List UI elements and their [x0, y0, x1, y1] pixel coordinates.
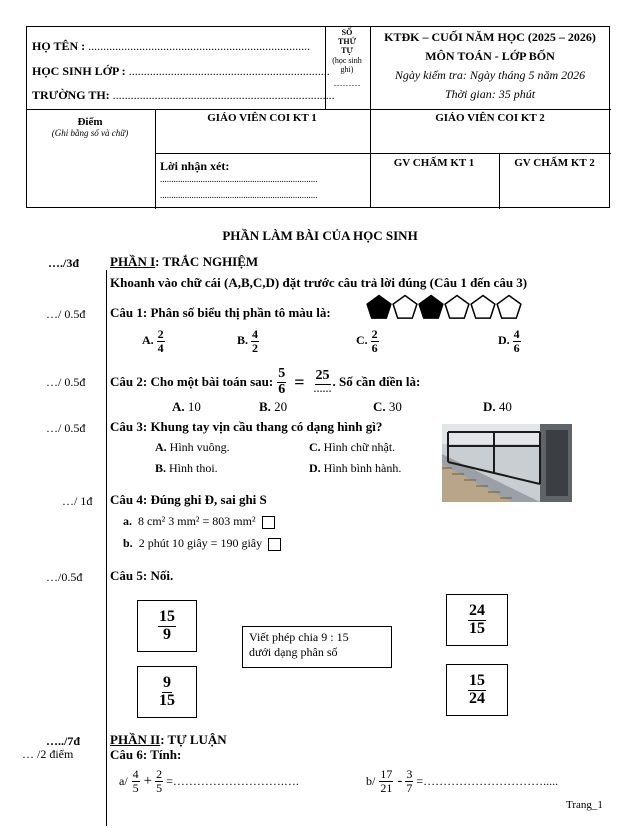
- page-number: Trang_1: [566, 799, 603, 811]
- comment-label: Lời nhận xét:: [160, 159, 230, 173]
- q2-option-a[interactable]: A. 10: [172, 399, 201, 414]
- pentagon-empty: [445, 296, 469, 319]
- q4-score: …/ 1đ: [62, 494, 93, 508]
- pentagon-filled: [419, 296, 443, 319]
- q3-score: …/ 0.5đ: [46, 421, 86, 435]
- pentagon-filled: [367, 296, 391, 319]
- q2-option-d[interactable]: D. 40: [483, 399, 512, 414]
- proctor-2-label: GIÁO VIÊN COI KT 2: [435, 112, 545, 124]
- grader-1-label: GV CHẤM KT 1: [393, 157, 475, 169]
- part2-sub-score: … /2 điểm: [22, 747, 74, 761]
- q4-answer-box-b[interactable]: [268, 538, 281, 551]
- margin-line: [106, 270, 107, 826]
- pentagon-empty: [497, 296, 521, 319]
- q4-item-b: b. 2 phút 10 giây = 190 giây: [123, 536, 281, 551]
- staircase-railing-image: [442, 424, 572, 502]
- q2-score: …/ 0.5đ: [46, 375, 86, 389]
- q4-answer-box-a[interactable]: [262, 516, 275, 529]
- q4-text: Câu 4: Đúng ghi Đ, sai ghi S: [110, 492, 267, 507]
- part1-title: PHẦN I: TRẮC NGHIỆM: [110, 254, 259, 269]
- q6-text: Câu 6: Tính:: [110, 747, 182, 762]
- q2-option-c[interactable]: C. 30: [373, 399, 402, 414]
- pentagons-figure: [366, 293, 522, 321]
- q1-text: Câu 1: Phân số biểu thị phần tô màu là:: [110, 305, 331, 320]
- q5-box-9-15[interactable]: $\frac{9}{15}$: [137, 666, 197, 718]
- section-title: PHẦN LÀM BÀI CỦA HỌC SINH: [222, 228, 418, 243]
- q6-part-b[interactable]: b/ $\frac{17}{21}$ - $\frac{3}{7}$ =………………………….....: [366, 766, 559, 795]
- q5-box-24-15[interactable]: $\frac{24}{15}$: [446, 594, 508, 646]
- part2-score: …../7đ: [46, 734, 81, 748]
- q1-option-c[interactable]: C. $\frac{2}{6}$: [356, 327, 378, 355]
- q3-option-c[interactable]: C. Hình chữ nhật.: [309, 440, 396, 454]
- part2-title: PHẦN II: TỰ LUẬN: [110, 732, 227, 747]
- name-field[interactable]: HỌ TÊN : ..........................................................................: [32, 39, 311, 53]
- grader-2-label: GV CHẤM KT 2: [514, 157, 595, 169]
- exam-info: KTĐK – CUỐI NĂM HỌC (2025 – 2026) MÔN TOÁN - LỚP BỐN Ngày kiểm tra: Ngày tháng 5 năm 2026 Thời gian: 35 phút: [384, 30, 596, 101]
- q5-center-box[interactable]: Viết phép chia 9 : 15 dưới dạng phân số: [242, 626, 392, 668]
- score-cell: Điểm (Ghi bằng số và chữ): [51, 116, 129, 138]
- q3-option-a[interactable]: A. Hình vuông.: [155, 440, 230, 454]
- q3-text: Câu 3: Khung tay vịn cầu thang có dạng hình gì?: [110, 419, 383, 434]
- q1-score: …/ 0.5đ: [46, 307, 86, 321]
- q1-option-b[interactable]: B. $\frac{4}{2}$: [237, 327, 259, 355]
- pentagon-empty: [393, 296, 417, 319]
- class-field[interactable]: HỌC SINH LỚP : ...................................................................: [32, 64, 330, 78]
- pentagon-empty: [471, 296, 495, 319]
- proctor-1-label: GIÁO VIÊN COI KT 1: [207, 112, 317, 124]
- q5-box-15-24[interactable]: $\frac{15}{24}$: [446, 664, 508, 716]
- q5-text: Câu 5: Nối.: [110, 568, 174, 583]
- q2-text: Câu 2: Cho một bài toán sau: $\frac{5}{6}$ = $\frac{25}{\dots\dots}$ . Số cần điền là:: [110, 365, 421, 397]
- q6-part-a[interactable]: a/ $\frac{4}{5}$ + $\frac{2}{5}$ =……………………….….: [119, 766, 299, 795]
- q1-option-d[interactable]: D. $\frac{4}{6}$: [498, 327, 520, 355]
- part1-instruction: Khoanh vào chữ cái (A,B,C,D) đặt trước câu trả lời đúng (Câu 1 đến câu 3): [110, 275, 528, 290]
- q5-score: …/0.5đ: [46, 570, 83, 584]
- q1-option-a[interactable]: A. $\frac{2}{4}$: [142, 327, 164, 355]
- q5-box-15-9[interactable]: $\frac{15}{9}$: [137, 600, 197, 652]
- order-number-cell: SỐ THỨ TỰ (học sinh ghi) ………: [332, 28, 362, 88]
- part1-score: …./3đ: [48, 256, 80, 270]
- q2-option-b[interactable]: B. 20: [259, 399, 288, 414]
- school-field[interactable]: TRƯỜNG TH: ..........................................................................: [32, 88, 335, 102]
- q3-option-b[interactable]: B. Hình thoi.: [155, 461, 218, 475]
- q3-option-d[interactable]: D. Hình bình hành.: [309, 461, 402, 475]
- comment-line-2[interactable]: ......................................................................: [160, 190, 318, 200]
- q4-item-a: a. 8 cm² 3 mm² = 803 mm²: [123, 514, 275, 529]
- comment-line-1[interactable]: ......................................................................: [160, 174, 318, 184]
